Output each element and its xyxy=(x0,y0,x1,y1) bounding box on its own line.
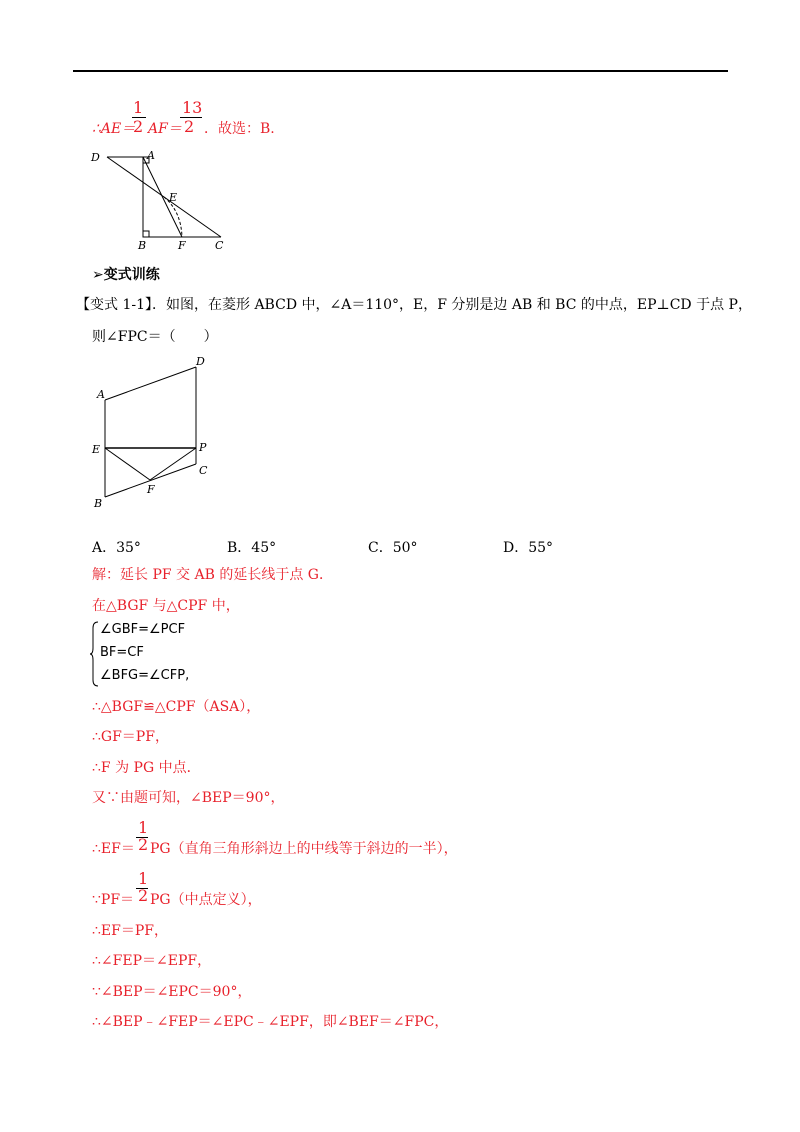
step8-denominator: 2 xyxy=(138,886,149,905)
solution-step-11: ∵∠BEP＝∠EPC＝90°， xyxy=(92,984,252,1000)
fig1-label-c: C xyxy=(215,239,224,252)
fig2-label-d: D xyxy=(196,355,205,368)
left-brace-icon xyxy=(90,620,100,688)
fig1-label-b: B xyxy=(138,239,147,252)
step7-numerator: 1 xyxy=(138,818,149,837)
problem-line-1: 【变式 1-1】．如图，在菱形 ABCD 中，∠A＝110°，E，F 分别是边 AB 和 BC 的中点，EP⊥CD 于点 P， xyxy=(76,297,752,313)
solution-step-3: ∴△BGF≌△CPF（ASA）， xyxy=(92,699,261,715)
fig1-label-f: F xyxy=(178,239,186,252)
figure-2-rhombus xyxy=(88,350,218,510)
option-a: A．35° xyxy=(92,540,141,556)
step8-suffix: PG（中点定义）， xyxy=(150,892,262,908)
section-title: ➢变式训练 xyxy=(92,267,160,283)
system-row-2: BF=CF xyxy=(100,645,144,660)
step7-denominator: 2 xyxy=(138,835,149,854)
frac1-numerator: 1 xyxy=(133,98,144,117)
fig1-label-e: E xyxy=(169,191,178,204)
fig1-label-a: A xyxy=(147,149,155,162)
figure-1-right-triangles xyxy=(85,145,235,255)
congruence-system xyxy=(90,620,220,688)
solution-step-9: ∴EF＝PF， xyxy=(92,923,168,939)
header-rule xyxy=(73,70,728,72)
option-d: D．55° xyxy=(503,540,554,556)
solution-step-6: 又∵由题可知，∠BEP＝90°， xyxy=(92,790,285,806)
fig1-label-d: D xyxy=(91,151,100,164)
problem-line-2: 则∠FPC＝（ ） xyxy=(92,329,218,345)
frac1-denominator: 2 xyxy=(133,117,144,136)
fig2-label-e: E xyxy=(92,443,101,456)
system-row-1: ∠GBF=∠PCF xyxy=(100,622,186,637)
step7-suffix: PG（直角三角形斜边上的中线等于斜边的一半）， xyxy=(150,841,458,857)
frac2-denominator: 2 xyxy=(184,117,195,136)
solution-step-2: 在△BGF 与△CPF 中， xyxy=(92,598,240,614)
solution-step-1: 解：延长 PF 交 AB 的延长线于点 G． xyxy=(92,567,333,583)
option-c: C．50° xyxy=(368,540,418,556)
frac2-numerator: 13 xyxy=(182,98,203,117)
solution-step-5: ∴F 为 PG 中点． xyxy=(92,760,201,776)
fig2-label-a: A xyxy=(97,388,105,401)
solution-step-10: ∴∠FEP＝∠EPF， xyxy=(92,953,212,969)
step8-numerator: 1 xyxy=(138,869,149,888)
fig2-label-f: F xyxy=(147,483,155,496)
system-row-3: ∠BFG=∠CFP, xyxy=(100,668,190,683)
fig2-label-p: P xyxy=(199,441,207,454)
solution-answer: ．故选：B. xyxy=(204,121,275,137)
solution-step-12: ∴∠BEP﹣∠FEP＝∠EPC﹣∠EPF，即∠BEF＝∠FPC， xyxy=(92,1014,449,1030)
option-b: B．45° xyxy=(227,540,277,556)
solution-step-4: ∴GF＝PF， xyxy=(92,729,169,745)
fig2-label-c: C xyxy=(199,464,208,477)
step7-prefix: ∴EF＝ xyxy=(92,841,135,857)
step8-prefix: ∵PF＝ xyxy=(92,892,135,908)
solution-af: AF＝ xyxy=(148,121,182,137)
fig2-label-b: B xyxy=(94,497,103,510)
solution-ae-prefix: ∴AE＝ xyxy=(92,121,136,137)
